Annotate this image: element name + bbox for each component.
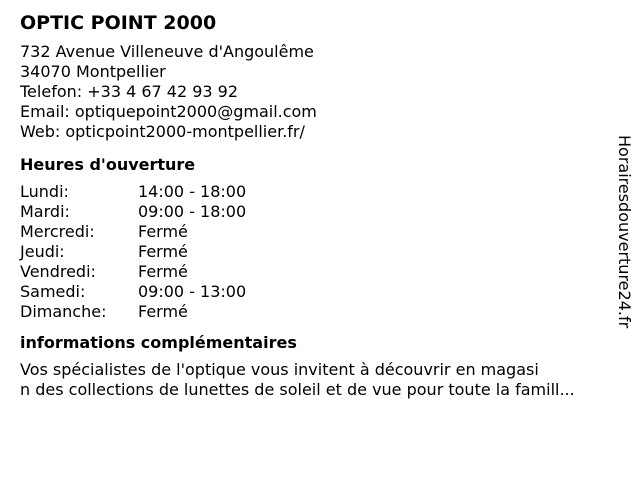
time-value: Fermé — [138, 222, 188, 241]
hours-heading: Heures d'ouverture — [20, 155, 196, 174]
info-description-line-2: n des collections de lunettes de soleil et de vue pour toute la famill... — [20, 380, 575, 399]
email-line: Email: optiquepoint2000@gmail.com — [20, 102, 317, 121]
hours-row-wednesday — [20, 222, 610, 242]
day-label: Jeudi: — [20, 242, 65, 261]
info-description-line-1: Vos spécialistes de l'optique vous invitent à découvrir en magasi — [20, 360, 539, 379]
day-label: Vendredi: — [20, 262, 96, 281]
phone-line: Telefon: +33 4 67 42 93 92 — [20, 82, 239, 101]
day-label: Lundi: — [20, 182, 69, 201]
hours-row-sunday — [20, 302, 610, 322]
day-label: Dimanche: — [20, 302, 107, 321]
time-value: Fermé — [138, 242, 188, 261]
time-value: 09:00 - 13:00 — [138, 282, 247, 301]
address-line-city: 34070 Montpellier — [20, 62, 166, 81]
hours-row-thursday — [20, 242, 610, 262]
business-name: OPTIC POINT 2000 — [20, 12, 217, 34]
hours-row-friday — [20, 262, 610, 282]
time-value: Fermé — [138, 302, 188, 321]
hours-row-saturday — [20, 282, 610, 302]
time-value: 14:00 - 18:00 — [138, 182, 247, 201]
web-line: Web: opticpoint2000-montpellier.fr/ — [20, 122, 305, 141]
day-label: Mardi: — [20, 202, 70, 221]
hours-list — [20, 182, 610, 322]
time-value: 09:00 - 18:00 — [138, 202, 247, 221]
info-heading: informations complémentaires — [20, 333, 297, 352]
hours-row-monday — [20, 182, 610, 202]
site-watermark: Horairesdouverture24.fr — [615, 135, 634, 329]
address-line-street: 732 Avenue Villeneuve d'Angoulême — [20, 42, 314, 61]
business-card — [20, 10, 610, 400]
time-value: Fermé — [138, 262, 188, 281]
hours-row-tuesday — [20, 202, 610, 222]
day-label: Mercredi: — [20, 222, 95, 241]
day-label: Samedi: — [20, 282, 86, 301]
